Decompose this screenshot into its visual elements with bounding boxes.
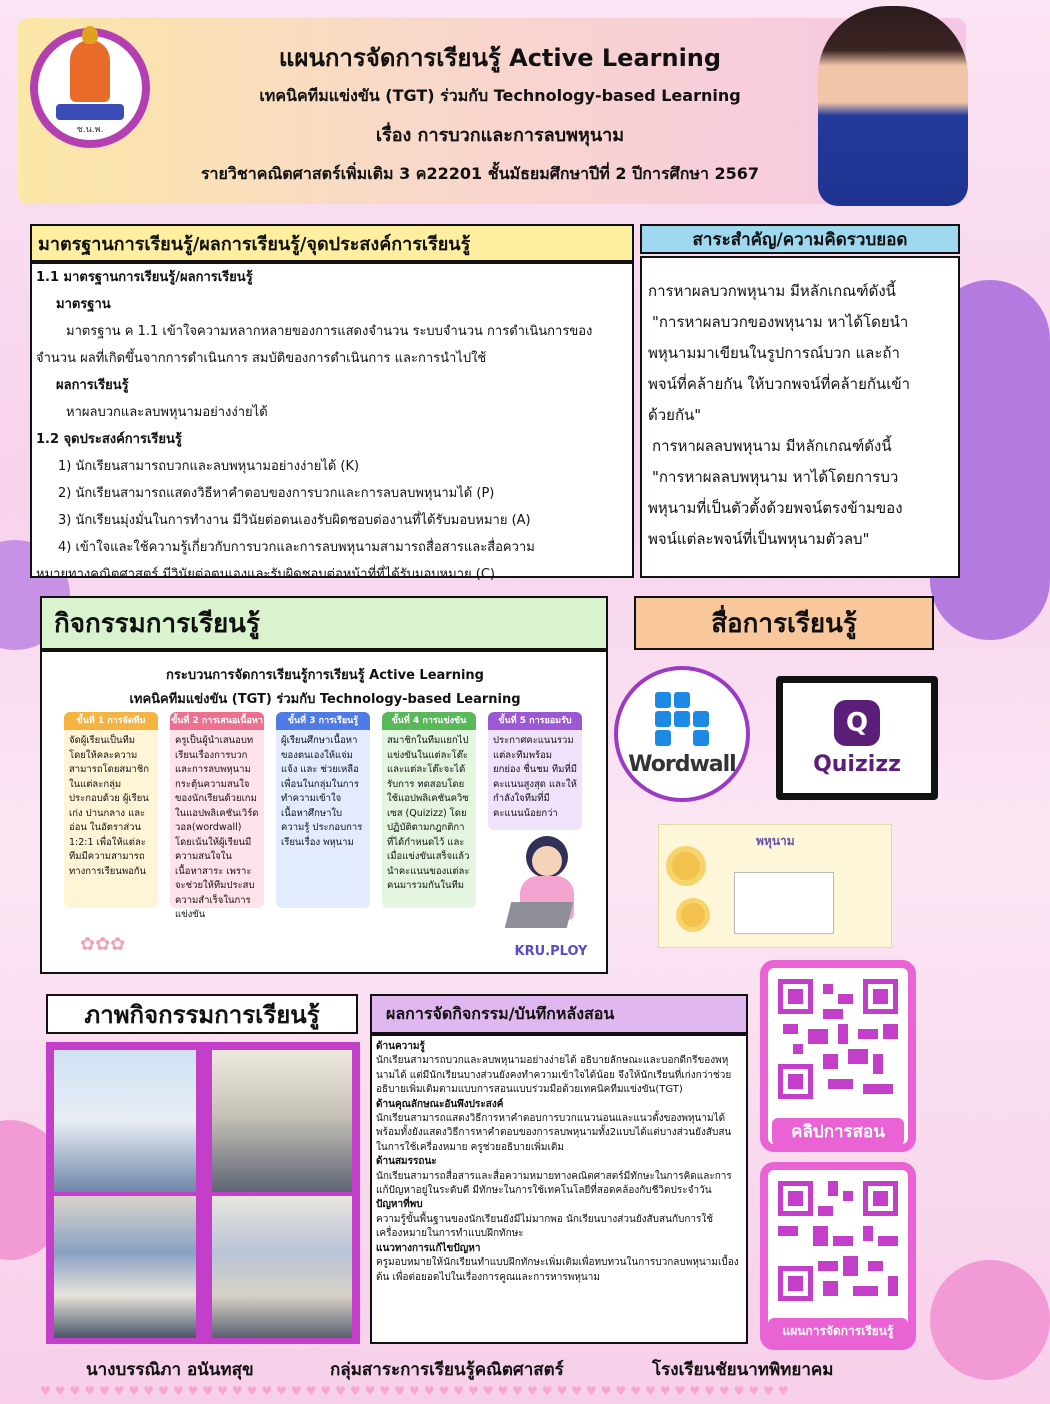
standard-label: มาตรฐาน bbox=[56, 297, 111, 312]
key-concept-line: ด้วยกัน" bbox=[648, 406, 702, 424]
wordwall-label: Wordwall bbox=[628, 751, 736, 777]
plan-label: แผนการจัดการเรียนรู้ bbox=[768, 1318, 908, 1344]
classroom-photo bbox=[54, 1196, 196, 1338]
step-title: ขั้นที่ 2 การเสนอเนื้อหา bbox=[170, 712, 264, 730]
key-concept-panel bbox=[640, 256, 960, 578]
course-info: รายวิชาคณิตศาสตร์เพิ่มเติม 3 ค22201 ชั้นมัธยมศึกษาปีที่ 2 ปีการศึกษา 2567 bbox=[200, 164, 760, 183]
classroom-photo bbox=[54, 1050, 196, 1192]
wordwall-grid-icon bbox=[655, 692, 709, 746]
objective-item: 3) นักเรียนมุ่งมั่นในการทำงาน มีวินัยต่อตนเองรับผิดชอบต่องานที่ได้รับมอบหมาย (A) bbox=[58, 513, 531, 528]
wordwall-logo[interactable] bbox=[614, 666, 750, 802]
quizizz-q-icon: Q bbox=[834, 700, 880, 746]
key-concept-line: พหุนามมาเขียนในรูปการณ์บวก และถ้า bbox=[648, 344, 900, 362]
step-text: ครูเป็นผู้นำเสนอบทเรียนเรื่องการบวกและการลบพหุนาม กระตุ้นความสนใจของนักเรียนด้วยเกมในแอปพลิเคชันเวิร์ดวอล(wordwall) โดยเน้นให้ผู้เรียนมีความสนใจใน เนื้อหาสาระ เพราะจะช่วยให้ทีมประสบความสำเร็จในการแข่งขัน bbox=[175, 735, 259, 920]
flower-decor-icon: ✿✿✿ bbox=[80, 934, 126, 955]
report-panel bbox=[370, 1034, 748, 1344]
key-concept-line: พหุนามที่เป็นตัวตั้งด้วยพจน์ตรงข้ามของ bbox=[648, 499, 903, 517]
step-title: ขั้นที่ 4 การแข่งขัน bbox=[382, 712, 476, 730]
page-subtitle: เทคนิคทีมแข่งขัน (TGT) ร่วมกับ Technology-based Learning bbox=[259, 86, 741, 105]
sunflower-decor-icon bbox=[666, 846, 706, 886]
process-step-3 bbox=[276, 712, 370, 908]
qr-code-icon bbox=[773, 1176, 903, 1306]
school-name: โรงเรียนชัยนาทพิทยาคม bbox=[652, 1360, 834, 1380]
report-label: แนวทางการแก้ไขปัญหา bbox=[376, 1242, 481, 1254]
step-title: ขั้นที่ 1 การจัดทีม bbox=[64, 712, 158, 730]
standards-panel bbox=[30, 262, 634, 582]
brand-label: KRU.PLOY bbox=[514, 944, 588, 959]
section-1-2-heading: 1.2 จุดประสงค์การเรียนรู้ bbox=[36, 432, 182, 447]
process-subtitle: เทคนิคทีมแข่งขัน (TGT) ร่วมกับ Technology-based Learning bbox=[129, 692, 521, 707]
slide-title: พหุนาม bbox=[756, 834, 795, 848]
outcome-label: ผลการเรียนรู้ bbox=[56, 378, 129, 393]
step-title: ขั้นที่ 3 การเรียนรู้ bbox=[276, 712, 370, 730]
report-text: ความรู้ขั้นพื้นฐานของนักเรียนยังมีไม่มากพอ นักเรียนบางส่วนยังสับสนกับการใช้เครื่องหมายในการทำแบบฝึกทักษะ bbox=[376, 1213, 714, 1240]
report-text: นักเรียนสามารถแสดงวิธีการหาคำตอบการบวกแนวนอนและแนวตั้งของพหุนามได้ พร้อมทั้งยังแสดงวิธีการหาคำตอบของการลบพหุนามทั้ง2แบบได้แต่บางส่วนยังสับสนในการใช้เครื่องหมาย ครูช่วยอธิบายเพิ่มเติม bbox=[376, 1113, 732, 1153]
classroom-photo bbox=[212, 1196, 352, 1338]
student-illustration bbox=[512, 836, 582, 936]
report-label: ด้านสมรรถนะ bbox=[376, 1156, 437, 1168]
decor-blob bbox=[930, 1260, 1050, 1380]
logo-text: ช.น.พ. bbox=[76, 125, 104, 135]
slide-content-box bbox=[734, 872, 834, 934]
subject-group: กลุ่มสาระการเรียนรู้คณิตศาสตร์ bbox=[330, 1360, 564, 1380]
photos-heading: ภาพกิจกรรมการเรียนรู้ bbox=[46, 994, 358, 1034]
process-step-5 bbox=[488, 712, 582, 830]
key-concept-line: การหาผลบวกพหุนาม มีหลักเกณฑ์ดังนี้ bbox=[648, 282, 896, 300]
report-text: นักเรียนสามารถบวกและลบพหุนามอย่างง่ายได้ อธิบายลักษณะและบอกดีกรีของพหุนามได้ แต่มีนักเรียนบางส่วนยังคงทำความเข้าใจได้น้อย จึงให้นักเรียนที่เก่งกว่าช่วยอธิบายเพิ่มเติมตามแบบการสอนแบบร่วมมือด้วยเทคนิคทีมแข่งขัน(TGT) bbox=[376, 1055, 732, 1096]
section-1-1-heading: 1.1 มาตรฐานการเรียนรู้/ผลการเรียนรู้ bbox=[36, 270, 253, 285]
standard-text-line2: จำนวน ผลที่เกิดขึ้นจากการดำเนินการ สมบัติของการดำเนินการ และการนำไปใช้ bbox=[36, 351, 487, 366]
qr-code-icon bbox=[773, 974, 903, 1104]
key-concept-line: พจน์แต่ละพจน์ที่เป็นพหุนามตัวลบ" bbox=[648, 530, 870, 548]
classroom-photo bbox=[212, 1050, 352, 1192]
process-step-2 bbox=[170, 712, 264, 920]
objective-item: 4) เข้าใจและใช้ความรู้เกี่ยวกับการบวกและการลบพหุนามสามารถสื่อสารและสื่อความ bbox=[58, 540, 535, 555]
media-heading: สื่อการเรียนรู้ bbox=[634, 596, 934, 650]
process-step-1 bbox=[64, 712, 158, 908]
key-concept-line: การหาผลลบพหุนาม มีหลักเกณฑ์ดังนี้ bbox=[652, 437, 892, 455]
report-label: ด้านคุณลักษณะอันพึงประสงค์ bbox=[376, 1098, 504, 1110]
objective-item: 1) นักเรียนสามารถบวกและลบพหุนามอย่างง่ายได้ (K) bbox=[58, 459, 360, 474]
step-text: ประกาศคะแนนรวมแต่ละทีมพร้อมยกย่อง ชื่นชม ทีมที่มีคะแนนสูงสุด และให้กำลังใจทีมที่มีคะแนนน้อยกว่า bbox=[493, 735, 577, 819]
step-text: จัดผู้เรียนเป็นทีม โดยให้คละความสามารถโดยสมาชิกในแต่ละกลุ่ม ประกอบด้วย ผู้เรียนเก่ง ปานกลาง และอ่อน ในอัตราส่วน 1:2:1 เพื่อให้แต่ละทีมมีความสามารถทางการเรียนพอกัน bbox=[69, 735, 150, 877]
report-heading: ผลการจัดกิจกรรม/บันทึกหลังสอน bbox=[370, 994, 748, 1034]
key-concept-line: "การหาผลลบพหุนาม หาได้โดยการบว bbox=[652, 468, 899, 486]
objective-item-cont: หมายทางคณิตศาสตร์ มีวินัยต่อตนเองและรับผิดชอบต่อหน้าที่ที่ได้รับมอบหมาย (C) bbox=[36, 567, 495, 582]
standards-heading: มาตรฐานการเรียนรู้/ผลการเรียนรู้/จุดประสงค์การเรียนรู้ bbox=[30, 224, 634, 262]
heart-decor-icon: ♥♥♥♥♥♥♥♥♥♥♥♥♥♥♥♥♥♥♥♥♥♥♥♥♥♥♥♥♥♥♥♥♥♥♥♥♥♥♥♥♥♥♥♥♥♥♥♥♥♥♥ bbox=[40, 1384, 793, 1398]
outcome-text: หาผลบวกและลบพหุนามอย่างง่ายได้ bbox=[66, 405, 268, 420]
standard-text-line1: มาตรฐาน ค 1.1 เข้าใจความหลากหลายของการแสดงจำนวน ระบบจำนวน การดำเนินการของ bbox=[66, 324, 593, 339]
objective-item: 2) นักเรียนสามารถแสดงวิธีหาคำตอบของการบวกและการลบลบพหุนามได้ (P) bbox=[58, 486, 495, 501]
step-text: ผู้เรียนศึกษาเนื้อหาของตนเองให้แจ่มแจ้ง และ ช่วยเหลือเพื่อนในกลุ่มในการทำความเข้าใจเนื้อหาศึกษาใบความรู้ ประกอบการเรียนเรื่อง พหุนาม bbox=[281, 735, 363, 848]
report-text: ครูมอบหมายให้นักเรียนทำแบบฝึกทักษะเพิ่มเติมเพื่อทบทวนในการบวกลบพหุนามเบื้องต้น เพื่อต่อยอดไปในเรื่องการคูณและการหารพหุนาม bbox=[376, 1257, 739, 1283]
quizizz-logo[interactable] bbox=[776, 676, 938, 800]
page-title: แผนการจัดการเรียนรู้ Active Learning bbox=[278, 44, 722, 72]
sunflower-decor-icon bbox=[676, 898, 710, 932]
quizizz-label: Quizizz bbox=[813, 751, 901, 777]
key-concept-heading: สาระสำคัญ/ความคิดรวบยอด bbox=[640, 224, 960, 254]
report-text: นักเรียนสามารถสื่อสารและสื่อความหมายทางคณิตศาสตร์มีทักษะในการคิดและการแก้ปัญหาอยู่ในระดับดี มีทักษะในการใช้เทคโนโลยีที่สอดคล้องกับชีวิตประจำวัน bbox=[376, 1170, 732, 1197]
activities-heading: กิจกรรมการเรียนรู้ bbox=[40, 596, 608, 650]
key-concept-line: พจน์ที่คล้ายกัน ให้บวกพจน์ที่คล้ายกันเข้า bbox=[648, 375, 910, 393]
key-concept-line: "การหาผลบวกของพหุนาม หาได้โดยนำ bbox=[652, 313, 909, 331]
clip-label: คลิปการสอน bbox=[772, 1118, 904, 1146]
teacher-name: นางบรรณิภา อนันทสุข bbox=[86, 1360, 254, 1380]
step-text: สมาชิกในทีมแยกไปแข่งขันในแต่ละโต๊ะและแต่ละโต๊ะจะได้รับการ ทดสอบโดยใช้แอปพลิเคชันควิซเซส (Quizizz) โดยปฏิบัติตามกฎกติกา ที่ได้กำหนดไว้ และเมื่อแข่งขันเสร็จแล้วนำคะแนนของแต่ละคนมารวมกันในทีม bbox=[387, 735, 470, 891]
process-step-4 bbox=[382, 712, 476, 908]
report-label: ด้านความรู้ bbox=[376, 1041, 425, 1052]
report-label: ปัญหาที่พบ bbox=[376, 1199, 423, 1211]
step-title: ขั้นที่ 5 การยอมรับ bbox=[488, 712, 582, 730]
lesson-topic: เรื่อง การบวกและการลบพหุนาม bbox=[375, 125, 625, 146]
process-title: กระบวนการจัดการเรียนรู้การเรียนรู้ Active Learning bbox=[166, 668, 484, 683]
